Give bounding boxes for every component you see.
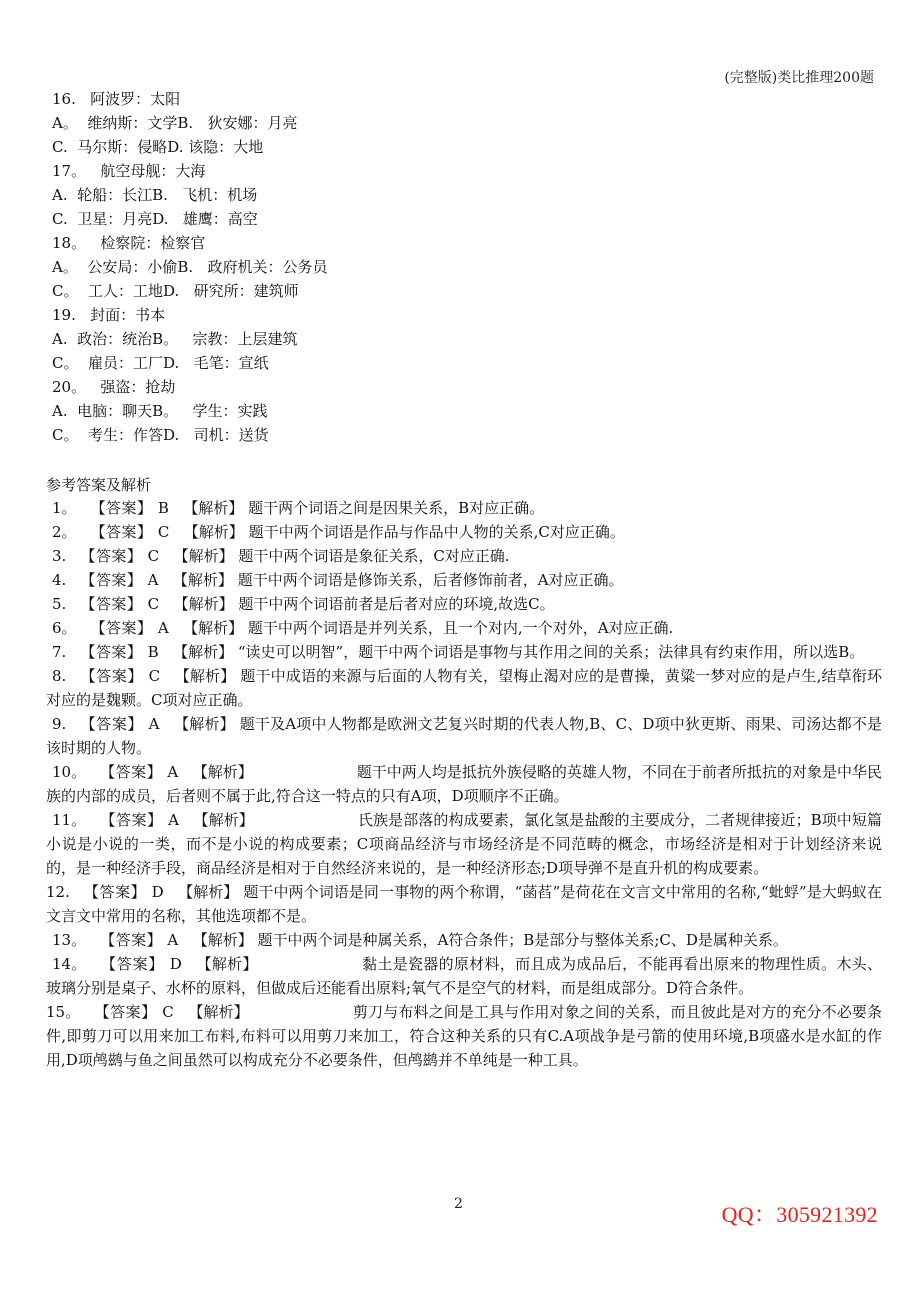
question-19-stem: 19. 封面：书本 xyxy=(52,306,166,324)
qq-contact-watermark: QQ：305921392 xyxy=(721,1202,878,1227)
answer-key: 【答案】 C xyxy=(80,667,161,685)
answer-key: 【答案】 C xyxy=(80,595,160,613)
question-18-options-cd: C。 工人：工地D. 研究所：建筑师 xyxy=(52,282,299,300)
answer-analysis-label: 【解析】 xyxy=(193,811,254,829)
answer-analysis: 【解析】 题干中成语的来源与后面的人物有关，望梅止渴对应的是曹操，黄粱一梦对应的是卢生,结草衔环对应的是魏颗。C项对应正确。 xyxy=(46,667,882,709)
answer-number: 5. xyxy=(52,595,67,613)
answer-item-3 xyxy=(46,544,882,568)
answer-number: 10。 xyxy=(52,763,87,781)
answer-key: 【答案】 A xyxy=(80,571,159,589)
answer-key: 【答案】 A xyxy=(100,931,179,949)
answer-analysis-body: 氏族是部落的构成要素，氯化氢是盐酸的主要成分，二者规律接近；B项中短篇小说是小说的一类，而不是小说的构成要素；C项商品经济与市场经济是不同范畴的概念，市场经济是相对于计划经济来说的，是一种经济手段，商品经济是相对于自然经济来说的，是一种经济形态;D项导弹不是直升机的构成要素。 xyxy=(46,811,882,877)
question-20-options-ab: A. 电脑：聊天B。 学生：实践 xyxy=(52,402,268,420)
question-17-options-ab: A. 轮船：长江B. 飞机：机场 xyxy=(52,186,258,204)
answer-number: 7. xyxy=(52,643,67,661)
answer-analysis: 【解析】 题干中两个词语是修饰关系，后者修饰前者，A对应正确。 xyxy=(172,571,624,589)
answer-item-9 xyxy=(46,712,882,760)
answer-key: 【答案】 D xyxy=(100,955,183,973)
answer-analysis: 【解析】 题干中两个词语是作品与作品中人物的关系,C对应正确。 xyxy=(183,523,625,541)
answer-analysis-body: 黏土是瓷器的原材料，而且成为成品后，不能再看出原来的物理性质。木头、玻璃分别是桌子、水杯的原料，但做成后还能看出原料;氧气不是空气的材料，而是组成部分。D符合条件。 xyxy=(46,955,882,997)
question-20-options-cd: C。 考生：作答D. 司机：送货 xyxy=(52,426,269,444)
answer-number: 11。 xyxy=(52,811,87,829)
answer-item-13 xyxy=(46,928,882,952)
question-17-options-cd: C. 卫星：月亮D. 雄鹰：高空 xyxy=(52,210,258,228)
answer-number: 8. xyxy=(52,667,67,685)
answers-section-title: 参考答案及解析 xyxy=(46,476,152,494)
question-16-options-ab: A。 维纳斯：文学B. 狄安娜：月亮 xyxy=(52,114,298,132)
question-18-options-ab: A。 公安局：小偷B. 政府机关：公务员 xyxy=(52,258,328,276)
answer-item-6 xyxy=(46,616,882,640)
answer-item-10 xyxy=(46,760,882,808)
answer-analysis: 【解析】 题干中两个词语是象征关系，C对应正确. xyxy=(173,547,510,565)
answer-number: 13。 xyxy=(52,931,87,949)
question-16-options-cd: C. 马尔斯：侵略D. 该隐：大地 xyxy=(52,138,264,156)
answer-item-12 xyxy=(46,880,882,928)
answer-item-1 xyxy=(46,496,882,520)
question-17-stem: 17。 航空母舰：大海 xyxy=(52,162,206,180)
answer-analysis: 【解析】 题干及A项中人物都是欧洲文艺复兴时期的代表人物,B、C、D项中狄更斯、雨果、司汤达都不是该时期的人物。 xyxy=(46,715,882,757)
question-18-stem: 18。 检察院：检察官 xyxy=(52,234,206,252)
answer-analysis: 【解析】 题干中两个词是种属关系，A符合条件；B是部分与整体关系;C、D是属种关系。 xyxy=(192,931,788,949)
answer-item-5 xyxy=(46,592,882,616)
answer-key: 【答案】 D xyxy=(83,883,165,901)
answer-item-11 xyxy=(46,808,882,880)
answer-number: 9. xyxy=(52,715,67,733)
answer-key: 【答案】 A xyxy=(100,811,180,829)
answer-item-15 xyxy=(46,1000,882,1072)
answers-list xyxy=(46,496,882,1072)
answer-number: 15。 xyxy=(46,1003,81,1021)
answer-analysis-label: 【解析】 xyxy=(192,763,253,781)
answer-key: 【答案】 B xyxy=(80,643,160,661)
answer-key: 【答案】 C xyxy=(90,523,170,541)
answer-item-4 xyxy=(46,568,882,592)
answer-analysis-body: 题干中两人均是抵抗外族侵略的英雄人物，不同在于前者所抵抗的对象是中华民族的内部的成员，后者则不属于此,符合这一特点的只有A项，D项顺序不正确。 xyxy=(46,763,882,805)
answer-analysis: 【解析】 题干中两个词语是并列关系，且一个对内,一个对外，A对应正确. xyxy=(183,619,674,637)
answer-item-14 xyxy=(46,952,882,1000)
answer-number: 3. xyxy=(52,547,67,565)
answer-key: 【答案】 C xyxy=(94,1003,175,1021)
answer-analysis: 【解析】 题干两个词语之间是因果关系，B对应正确。 xyxy=(183,499,545,517)
question-19-options-cd: C。 雇员：工厂D. 毛笔：宣纸 xyxy=(52,354,269,372)
answer-item-7 xyxy=(46,640,882,664)
answer-number: 1。 xyxy=(52,499,77,517)
question-16-stem: 16. 阿波罗：太阳 xyxy=(52,90,181,108)
answer-number: 4. xyxy=(52,571,67,589)
answer-item-8 xyxy=(46,664,882,712)
answer-key: 【答案】 A xyxy=(90,619,170,637)
answer-key: 【答案】 C xyxy=(80,547,160,565)
answer-analysis: 【解析】 题干中两个词语前者是后者对应的环境,故选C。 xyxy=(173,595,555,613)
answer-key: 【答案】 B xyxy=(90,499,170,517)
answer-analysis-label: 【解析】 xyxy=(196,955,258,973)
answer-number: 2。 xyxy=(52,523,77,541)
document-header: (完整版)类比推理200题 xyxy=(724,70,874,86)
page-number: 2 xyxy=(454,1196,463,1212)
answer-analysis: 【解析】 “读史可以明智”，题干中两个词语是事物与其作用之间的关系；法律具有约束作用，所以选B。 xyxy=(173,643,865,661)
answer-analysis-label: 【解析】 xyxy=(188,1003,249,1021)
answer-analysis: 【解析】 题干中两个词语是同一事物的两个称谓，“菡萏”是荷花在文言文中常用的名称,“蚍蜉”是大蚂蚁在文言文中常用的名称，其他选项都不是。 xyxy=(46,883,882,925)
answer-key: 【答案】 A xyxy=(80,715,160,733)
answer-number: 12. xyxy=(46,883,70,901)
answer-item-2 xyxy=(46,520,882,544)
answer-number: 6。 xyxy=(52,619,77,637)
question-19-options-ab: A. 政治：统治B。 宗教：上层建筑 xyxy=(52,330,298,348)
answer-key: 【答案】 A xyxy=(100,763,179,781)
question-20-stem: 20。 强盗：抢劫 xyxy=(52,378,176,396)
answer-number: 14。 xyxy=(52,955,87,973)
answer-analysis-body: 剪刀与布料之间是工具与作用对象之间的关系，而且彼此是对方的充分不必要条件,即剪刀可以用来加工布料,布料可以用剪刀来加工，符合这种关系的只有C.A项战争是弓箭的使用环境,B项盛水是水缸的作用,D项鸬鹚与鱼之间虽然可以构成充分不必要条件，但鸬鹚并不单纯是一种工具。 xyxy=(46,1003,882,1069)
